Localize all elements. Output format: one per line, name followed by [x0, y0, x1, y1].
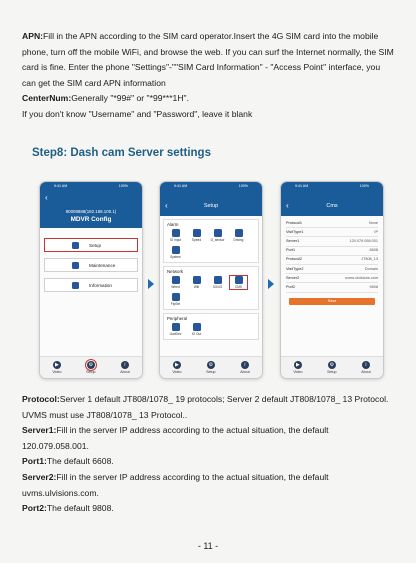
row-port1[interactable]: Port1 6608	[286, 247, 378, 256]
save-button[interactable]: Save	[289, 298, 375, 305]
info-icon: i	[362, 361, 370, 369]
protocol-text: Server 1 default JT808/1078_ 19 protocols; Server 2 default JT808/1078_ 13 Protocol. UVMS must use JT808/1078_ 13 Protocol..	[22, 394, 389, 420]
server1-text: Fill in the server IP address according to the actual situation, the default 120.079.058.001.	[22, 425, 329, 451]
nav-about[interactable]	[120, 361, 129, 374]
ftp-icon	[172, 293, 180, 301]
info-icon: i	[241, 361, 249, 369]
nav-label: About	[120, 370, 130, 374]
step-heading: Step8: Dash cam Server settings	[32, 147, 211, 159]
info-icon	[72, 282, 79, 289]
app-header	[281, 190, 383, 216]
menu-item-label: Setup	[89, 242, 102, 248]
status-bar	[281, 182, 383, 190]
section-peripheral	[163, 313, 259, 340]
server2-label: Server2:	[22, 471, 57, 482]
back-arrow-icon[interactable]: ‹	[165, 201, 168, 210]
row-visittype2[interactable]: VisitType2 Domain	[286, 265, 378, 274]
section-alarm	[163, 219, 259, 263]
nav-about[interactable]	[361, 361, 370, 374]
nav-label: Setup	[327, 370, 337, 374]
server2-text: Fill in the server IP address according to the actual situation, the default uvms.ulvisions.com.	[22, 471, 329, 498]
signal-icon	[214, 276, 222, 284]
bottom-nav	[160, 356, 262, 378]
menu-item-maintenance[interactable]	[44, 258, 138, 272]
row-visittype1[interactable]: VisitType1 IP	[286, 228, 378, 237]
apn-paragraph	[22, 29, 396, 91]
system-icon	[172, 246, 180, 254]
nav-label: Setup	[86, 370, 96, 374]
nav-label: Video	[172, 370, 182, 374]
speedometer-icon	[193, 229, 201, 237]
centernum-label: CenterNum:	[22, 93, 72, 104]
ethernet-icon	[172, 276, 180, 284]
port1-paragraph	[22, 454, 396, 470]
app-header	[40, 190, 142, 228]
setting-uartdev[interactable]: UartDev	[167, 323, 184, 336]
setting-speed[interactable]: Speed	[188, 229, 205, 242]
nav-setup[interactable]	[327, 361, 336, 374]
info-icon: i	[121, 361, 129, 369]
nav-about[interactable]	[240, 361, 249, 374]
status-time: 9:41 AM	[54, 184, 68, 188]
gear-icon: ⚙	[208, 362, 214, 368]
nav-setup[interactable]	[206, 361, 215, 374]
status-battery: 100%	[359, 184, 369, 188]
server-icon	[235, 276, 243, 284]
phone-cms	[280, 181, 384, 379]
car-icon	[214, 229, 222, 237]
setup-body	[160, 216, 262, 346]
nav-label: About	[240, 370, 250, 374]
cms-settings-list	[281, 216, 383, 308]
gear-icon	[72, 242, 79, 249]
status-battery: 100%	[238, 184, 248, 188]
protocol-paragraph	[22, 392, 396, 423]
uart-icon	[172, 323, 180, 331]
setting-driving[interactable]: Driving	[230, 229, 247, 242]
apn-label: APN:	[22, 31, 44, 41]
port1-text: The default 6608.	[46, 456, 114, 467]
wifi-icon	[193, 276, 201, 284]
app-header	[160, 190, 262, 216]
setting-ftpset[interactable]: FtpSet	[167, 293, 184, 306]
server1-paragraph	[22, 423, 396, 454]
protocol-label: Protocol:	[22, 394, 60, 404]
row-port2[interactable]: Port2 9808	[286, 283, 378, 292]
server2-paragraph	[22, 470, 396, 501]
port2-text: The default 9808.	[46, 503, 114, 514]
bottom-nav	[40, 356, 142, 378]
port2-label: Port2:	[22, 503, 47, 514]
back-arrow-icon[interactable]: ‹	[45, 193, 48, 202]
nav-video[interactable]	[172, 361, 181, 374]
play-icon: ▶	[173, 361, 181, 369]
io-input-icon	[172, 229, 180, 237]
gear-icon: ⚙	[88, 362, 94, 368]
play-icon: ▶	[53, 361, 61, 369]
nav-label: Video	[52, 370, 62, 374]
status-battery: 100%	[118, 184, 128, 188]
row-protocol1[interactable]: Protocol1 None	[286, 219, 378, 228]
server1-label: Server1:	[22, 425, 57, 436]
row-server2[interactable]: Server2 uvms.ulvisions.com	[286, 274, 378, 283]
status-time: 9:41 AM	[174, 184, 188, 188]
play-icon: ▶	[294, 361, 302, 369]
menu-item-label: Information	[89, 282, 112, 288]
page-number: - 11 -	[197, 541, 219, 551]
details-paragraph	[22, 392, 396, 517]
status-time: 9:41 AM	[295, 184, 309, 188]
row-protocol2[interactable]: Protocol2 JT808_13	[286, 256, 378, 265]
setting-g-sensor[interactable]: G_sensor	[209, 229, 226, 242]
section-title: Alarm	[167, 222, 179, 227]
phone-setup	[159, 181, 263, 379]
status-bar	[40, 182, 142, 190]
centernum-paragraph	[22, 91, 396, 107]
nav-label: Video	[293, 370, 303, 374]
gear-icon: ⚙	[329, 362, 335, 368]
nav-setup[interactable]	[86, 361, 95, 374]
setting-wired[interactable]: Wired	[167, 276, 184, 289]
nav-label: Setup	[206, 370, 216, 374]
setting-cms[interactable]: CMS	[230, 276, 247, 289]
port1-label: Port1:	[22, 456, 47, 467]
arrow-right-icon	[268, 279, 274, 289]
menu-item-information[interactable]	[44, 278, 138, 292]
setting-3g4g[interactable]: 3G/4G	[209, 276, 226, 289]
status-bar	[160, 182, 262, 190]
steering-icon	[235, 229, 243, 237]
port2-paragraph	[22, 501, 396, 517]
setting-io-out[interactable]: IO Out	[188, 323, 205, 336]
menu-item-label: Maintenance	[89, 262, 116, 268]
section-network	[163, 266, 259, 310]
row-server1[interactable]: Server1 120.079.058.001	[286, 237, 378, 246]
apn-text: Fill in the APN according to the SIM card operator.Insert the 4G SIM card into the mobile phone, turn off the mobile WiFi, and browse the web. If you can surf the Internet normally, the SIM card is fine. Enter the phone "Settings"-""SIM Card Information" - "Access Point" interface, you can get the SIM card APN information	[22, 31, 394, 88]
arrow-right-icon	[148, 279, 154, 289]
setting-system[interactable]: System	[167, 246, 184, 259]
device-ip: 90008888(192.168.100.1)	[65, 209, 117, 214]
screen-title: Setup	[203, 203, 219, 209]
intro-note: If you don't know "Username" and "Password", leave it blank	[22, 108, 253, 119]
section-title: Peripheral	[167, 316, 188, 321]
nav-label: About	[361, 370, 371, 374]
intro-paragraph	[22, 29, 396, 123]
menu-item-setup[interactable]	[44, 238, 138, 252]
setting-io-input[interactable]: IO Input	[167, 229, 184, 242]
phone-main-menu	[39, 181, 143, 379]
back-arrow-icon[interactable]: ‹	[286, 201, 289, 210]
nav-video[interactable]	[52, 361, 61, 374]
main-menu	[40, 228, 142, 292]
centernum-text: Generally "*99#" or "*99***1H".	[71, 93, 189, 104]
device-name: MDVR Config	[70, 216, 112, 223]
bottom-nav	[281, 356, 383, 378]
wrench-icon	[72, 262, 79, 269]
setting-wifi[interactable]: Wifi	[188, 276, 205, 289]
section-title: Network	[167, 269, 184, 274]
screen-title: Cms	[326, 203, 338, 209]
nav-video[interactable]	[293, 361, 302, 374]
io-out-icon	[193, 323, 201, 331]
